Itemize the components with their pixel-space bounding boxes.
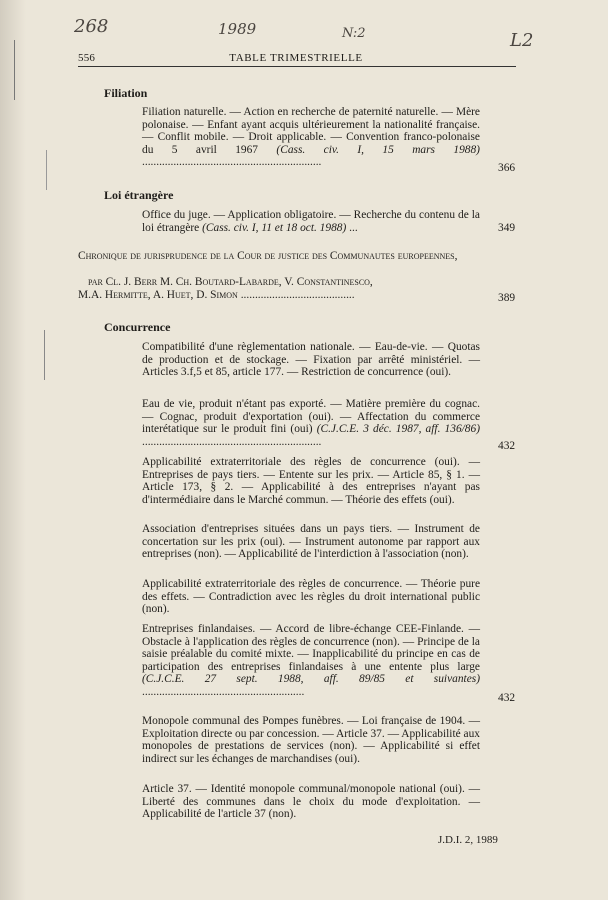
entry-concurrence-2: [142, 398, 480, 448]
entry-text: Association d'entreprises situées dans un pays tiers. — Instrument de concertation sur les prix (oui). — Instrument autonome par rapport aux entreprises (non). — Applicabilité de l'interdiction à l'association (non).: [142, 523, 480, 561]
chronique-title: Chronique de jurisprudence de la Cour de justice des Communautes europeennes,: [78, 250, 458, 262]
entry-text: Article 37. — Identité monopole communal/monopole national (oui). — Liberté des communes dans le choix du mode d'exploitation. — Applicabilité de l'article 37 (non).: [142, 783, 480, 821]
section-heading-concurrence: Concurrence: [104, 320, 171, 334]
entry-filiation: [142, 106, 480, 169]
entry-citation: (C.J.C.E. 27 sept. 1988, aff. 89/85 et suivantes): [142, 673, 480, 686]
dot-leader: ........................................: [240, 289, 355, 301]
handwritten-note-right: L2: [510, 30, 534, 51]
page-title: TABLE TRIMESTRIELLE: [229, 52, 363, 64]
entry-concurrence-5: [142, 578, 480, 616]
page-ref-concurrence-6: 432: [498, 692, 516, 704]
entry-citation: (C.J.C.E. 3 déc. 1987, aff. 136/86): [316, 423, 480, 436]
section-heading-filiation: Filiation: [104, 86, 148, 100]
entry-concurrence-8: [142, 783, 480, 821]
entry-text: Eau de vie, produit n'étant pas exporté. — Matière première du cognac. — Cognac, produit d'exportation (oui). — Affectation du commerce interétatique sur le produit fini (oui): [142, 398, 480, 436]
page-ref-loi-etrangere: 349: [498, 222, 516, 234]
entry-concurrence-1: [142, 341, 480, 379]
handwritten-note-middle: 1989: [218, 20, 257, 38]
entry-concurrence-6: [142, 623, 480, 699]
entry-text: Applicabilité extraterritoriale des règles de concurrence (oui). — Entreprises de pays tiers. — Entente sur les prix. — Article 85, § 1. — Article 173, § 2. — Applicabilité à des entreprises n'ayant pas d'intermédiaire dans le Marché commun. — Théorie des effets (oui).: [142, 456, 480, 506]
entry-text: Applicabilité extraterritoriale des règles de concurrence. — Théorie pure des effets. — Contradiction avec les règles du droit international public (non).: [142, 578, 480, 616]
page-number: 556: [78, 52, 96, 64]
entry-text: Monopole communal des Pompes funèbres. — Loi française de 1904. — Exploitation directe ou par concession. — Article 37. — Applicabilité aux monopoles de prestations de services (non). — Applicabilité si effet indirect sur les échanges de marchandises (oui).: [142, 715, 480, 765]
entry-concurrence-3: [142, 456, 480, 506]
handwritten-note-right-mid: N:2: [342, 26, 366, 41]
page-ref-concurrence-2: 432: [498, 440, 516, 452]
entry-text: Compatibilité d'une règlementation nationale. — Eau-de-vie. — Quotas de production et de stockage. — Fixation par arrêté ministériel. — Articles 3.f,5 et 85, article 177. — Restriction de concurrence (oui).: [142, 341, 480, 379]
handwritten-note-left: 268: [74, 16, 109, 37]
margin-mark: [46, 150, 47, 190]
chronique-authors-line2: [78, 289, 482, 302]
binding-shadow: [0, 0, 26, 900]
dot-leader: ...............................................................: [142, 435, 322, 448]
entry-citation: (Cass. civ. I, 11 et 18 oct. 1988): [202, 221, 347, 234]
margin-mark: [14, 40, 15, 100]
entry-loi-etrangere: [142, 209, 480, 234]
page-ref-chronique: 389: [498, 292, 516, 304]
page-footer: J.D.I. 2, 1989: [438, 834, 498, 846]
header-rule: [78, 66, 516, 67]
dot-leader: .........................................................: [142, 685, 305, 698]
entry-text: Entreprises finlandaises. — Accord de libre-échange CEE-Finlande. — Obstacle à l'application des règles de concurrence (non). — Principe de la saisie préalable du comité mixte. — Inapplicabilité du principe en cas de participation des entreprises finlandaises à une entente plus large: [142, 623, 480, 673]
section-heading-loi-etrangere: Loi étrangère: [104, 188, 174, 202]
entry-concurrence-4: [142, 523, 480, 561]
page-ref-filiation: 366: [498, 162, 516, 174]
dot-leader: ...: [349, 221, 358, 234]
entry-concurrence-7: [142, 715, 480, 765]
dot-leader: ...............................................................: [142, 156, 322, 169]
margin-mark: [44, 330, 45, 380]
chronique-authors-line1: par Cl. J. Berr M. Ch. Boutard-Labarde, V. Constantinesco,: [88, 276, 373, 288]
entry-citation: (Cass. civ. I, 15 mars 1988): [276, 143, 480, 156]
entry-text: Office du juge. — Application obligatoire. — Recherche du contenu de la loi étrangère: [142, 209, 480, 234]
chronique-authors: M.A. Hermitte, A. Huet, D. Simon: [78, 289, 238, 301]
entry-text: Filiation naturelle. — Action en recherche de paternité naturelle. — Mère polonaise. — Enfant ayant acquis ultérieurement la nationalité française. — Conflit mobile. — Droit applicable. — Convention franco-polonaise du 5 avril 1967: [142, 106, 480, 156]
